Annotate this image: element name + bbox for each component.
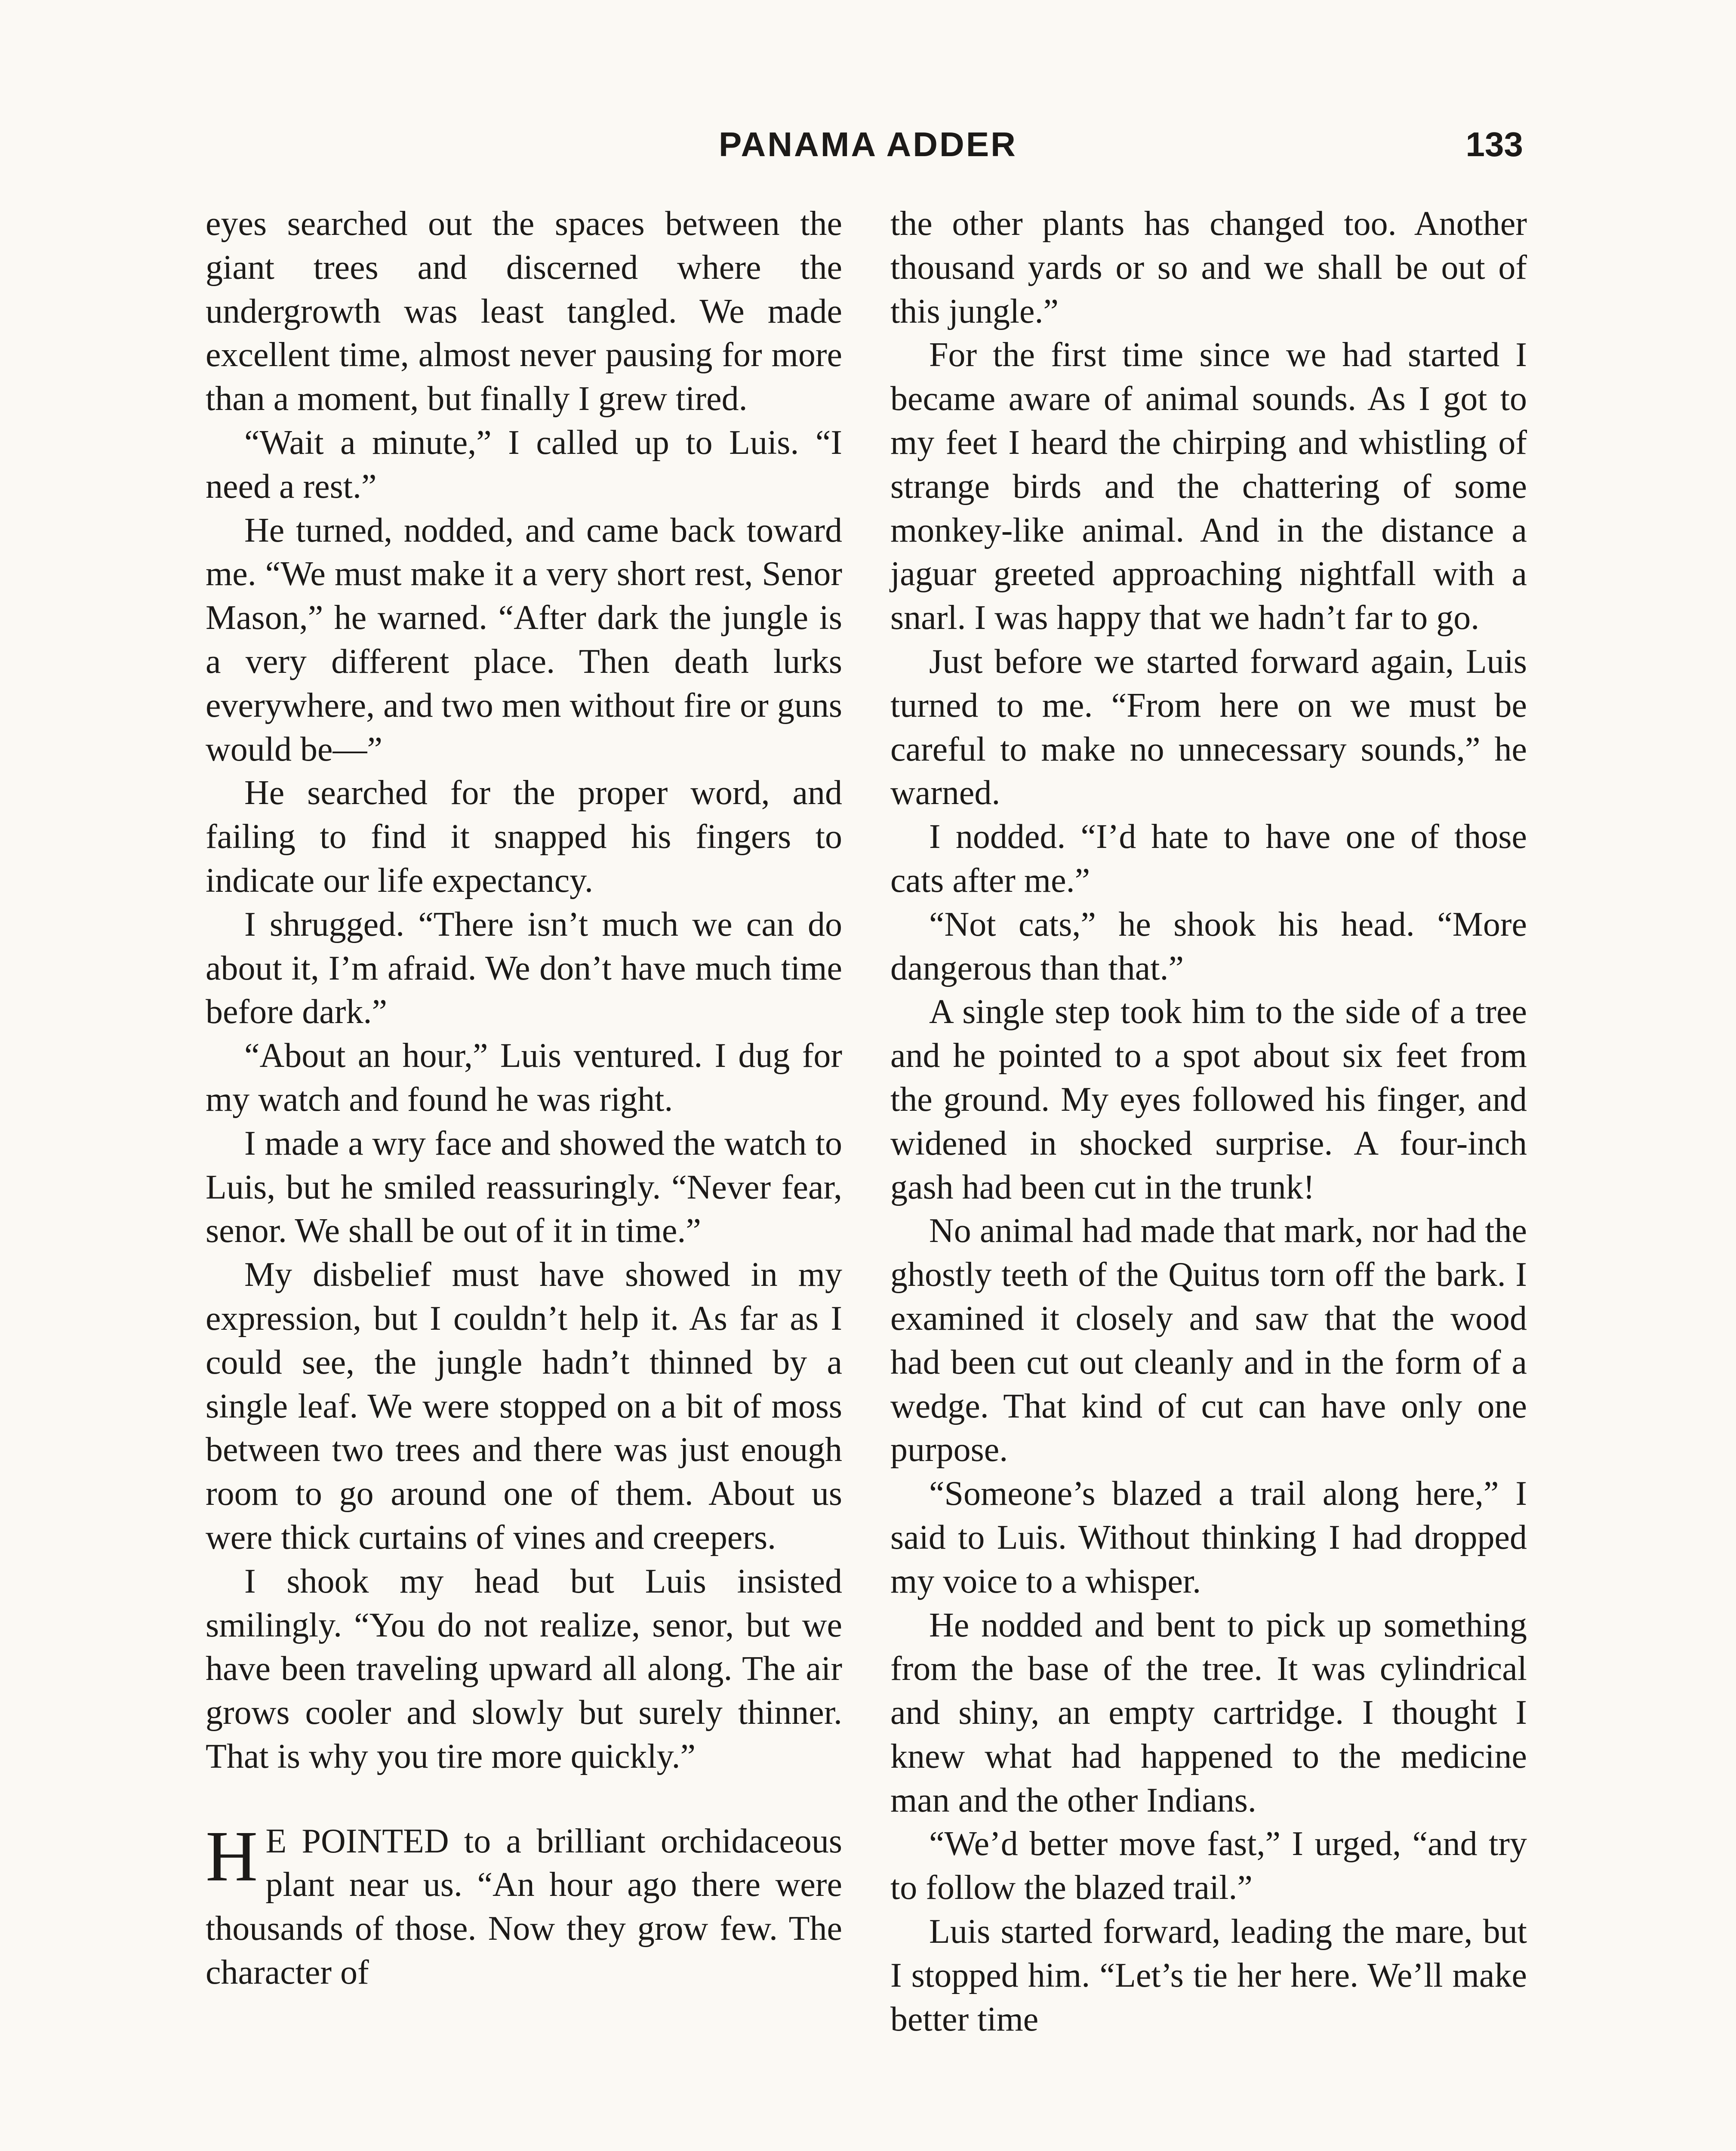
paragraph: I nodded. “I’d hate to have one of those cats after me.” (890, 818, 1527, 900)
paragraph: “Someone’s blazed a trail along here,” I said to Luis. Without thinking I had dropped my voice to a whisper. (890, 1475, 1527, 1600)
paragraph: He searched for the proper word, and failing to find it snapped his fingers to indicate our life expectancy. (206, 774, 842, 900)
paragraph: No animal had made that mark, nor had the ghostly teeth of the Quitus torn off the bark. I examined it closely and saw that the wood had been cut out cleanly and in the form of a wedge. That kind of cut can have only one purpose. (890, 1212, 1527, 1469)
paragraph: Luis started forward, leading the mare, but I stopped him. “Let’s tie her here. We’ll make better time (890, 1913, 1527, 2038)
running-head (0, 125, 1736, 172)
paragraph: I made a wry face and showed the watch to Luis, but he smiled reassuringly. “Never fear, senor. We shall be out of it in time.” (206, 1124, 842, 1250)
paragraph: “Not cats,” he shook his head. “More dangerous than that.” (890, 905, 1527, 987)
paragraph: For the first time since we had started I became aware of animal sounds. As I got to my feet I heard the chirping and whistling of strange birds and the chattering of some monkey-like animal. And in the distance a jaguar greeted approaching nightfall with a snarl. I was happy that we hadn’t far to go. (890, 336, 1527, 637)
paragraph: I shook my head but Luis insisted smilingly. “You do not realize, senor, but we have been traveling upward all along. The air grows cooler and slowly but surely thinner. That is why you tire more quickly.” (206, 1562, 842, 1775)
section-opening-paragraph (206, 1816, 842, 1995)
paragraph: “About an hour,” Luis ventured. I dug for my watch and found he was right. (206, 1037, 842, 1119)
paragraph: My disbelief must have showed in my expression, but I couldn’t help it. As far as I could see, the jungle hadn’t thinned by a single leaf. We were stopped on a bit of moss between two trees and there was just enough room to go around one of them. About us were thick curtains of vines and creepers. (206, 1256, 842, 1556)
paragraph: “Wait a minute,” I called up to Luis. “I need a rest.” (206, 423, 842, 505)
paragraph: I shrugged. “There isn’t much we can do about it, I’m afraid. We don’t have much time before dark.” (206, 905, 842, 1031)
drop-cap: H (206, 1816, 258, 1896)
right-column (890, 202, 1527, 2041)
left-column (206, 202, 842, 1995)
paragraph: Just before we started forward again, Luis turned to me. “From here on we must be careful to make no unnecessary sounds,” he warned. (890, 642, 1527, 812)
paragraph: He turned, nodded, and came back toward me. “We must make it a very short rest, Senor Mason,” he warned. “After dark the jungle is a very different place. Then death lurks everywhere, and two men without fire or guns would be—” (206, 511, 842, 768)
paragraph: “We’d better move fast,” I urged, “and try to follow the blazed trail.” (890, 1825, 1527, 1907)
paragraph: the other plants has changed too. Another thousand yards or so and we shall be out of this jungle.” (890, 205, 1527, 330)
page-title: PANAMA ADDER (719, 125, 1017, 163)
page-number: 133 (1465, 125, 1523, 163)
paragraph: A single step took him to the side of a tree and he pointed to a spot about six feet from the ground. My eyes followed his finger, and widened in shocked surprise. A four-inch gash had been cut in the trunk! (890, 993, 1527, 1206)
paragraph: He nodded and bent to pick up something from the base of the tree. It was cylindrical and shiny, an empty cartridge. I thought I knew what had happened to the medicine man and the other Indians. (890, 1606, 1527, 1819)
paragraph: eyes searched out the spaces between the giant trees and discerned where the undergrowth was least tangled. We made excellent time, almost never pausing for more than a moment, but finally I grew tired. (206, 205, 842, 418)
section-opening-text: E POINTED to a brilliant orchidaceous plant near us. “An hour ago there were thousands of those. Now they grow few. The character of (206, 1822, 842, 1992)
